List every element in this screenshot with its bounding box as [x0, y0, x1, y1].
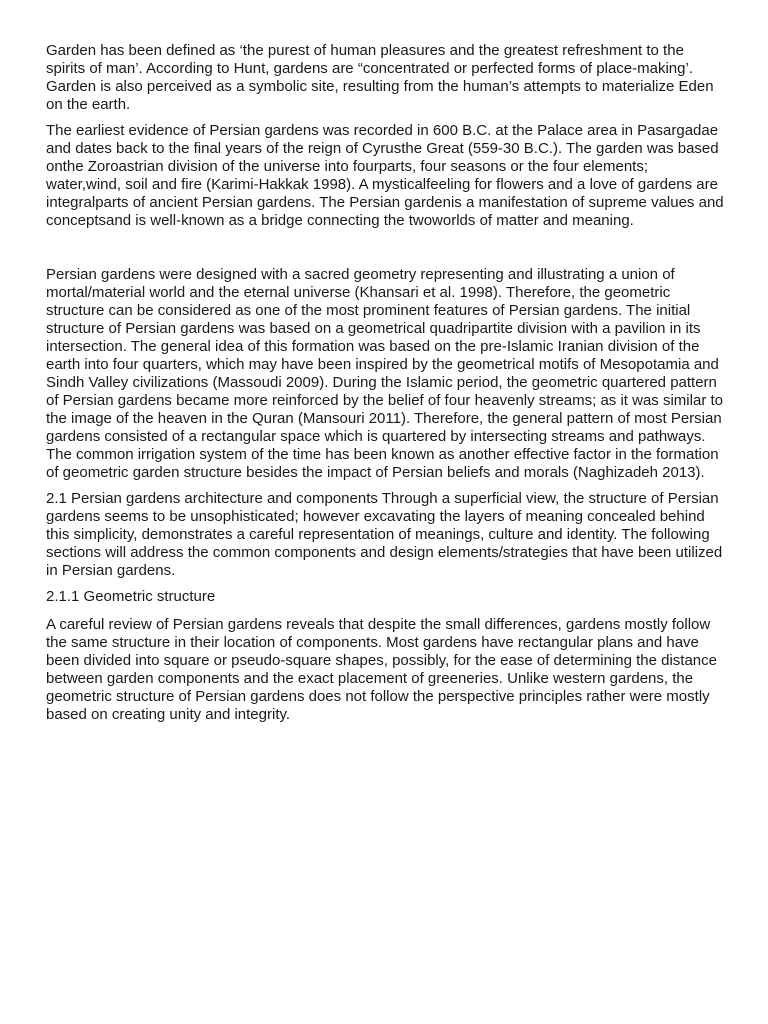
section-heading-geometric-structure: 2.1.1 Geometric structure [46, 588, 216, 605]
paragraph-garden-definition: Garden has been defined as ‘the purest of human pleasures and the greatest refreshment to the spirits of man’. According to Hunt, gardens are “concentrated or perfected forms of place-making’. Garden is also perceived as a symbolic site, resulting from the human’s attempts to materialize Eden on the earth. [46, 42, 714, 113]
paragraph-geometric-structure: A careful review of Persian gardens reveals that despite the small differences, gardens mostly follow the same structure in their location of components. Most gardens have rectangular plans and have been divided into square or pseudo-square shapes, possibly, for the ease of determining the distance between garden components and the exact placement of greeneries. Unlike western gardens, the geometric structure of Persian gardens does not follow the perspective principles rather were mostly based on creating unity and integrity. [46, 616, 717, 723]
document-body [46, 42, 724, 732]
paragraph-earliest-evidence: The earliest evidence of Persian gardens was recorded in 600 B.C. at the Palace area in Pasargadae and dates back to the final years of the reign of Cyrusthe Great (559-30 B.C.). The garden was based onthe Zoroastrian division of the universe into fourparts, four seasons or the four elements; water,wind, soil and fire (Karimi-Hakkak 1998). A mysticalfeeling for flowers and a love of gardens are integralparts of ancient Persian gardens. The Persian gardenis a manifestation of supreme values and conceptsand is well-known as a bridge connecting the twoworlds of matter and meaning. [46, 122, 724, 229]
paragraph-sacred-geometry: Persian gardens were designed with a sacred geometry representing and illustrating a union of mortal/material world and the eternal universe (Khansari et al. 1998). Therefore, the geometric structure can be considered as one of the most prominent features of Persian gardens. The initial structure of Persian gardens was based on a geometrical quadripartite division with a pavilion in its intersection. The general idea of this formation was based on the pre-Islamic Iranian division of the earth into four quarters, which may have been inspired by the geometrical motifs of Mesopotamia and Sindh Valley civilizations (Massoudi 2009). During the Islamic period, the geometric quartered pattern of Persian gardens became more reinforced by the belief of four heavenly streams; as it was similar to the image of the heaven in the Quran (Mansouri 2011). Therefore, the general pattern of most Persian gardens consisted of a rectangular space which is quartered by intersecting streams and pathways. The common irrigation system of the time has been known as another effective factor in the formation of geometric garden structure besides the impact of Persian beliefs and morals (Naghizadeh 2013). [46, 266, 723, 481]
paragraph-architecture-components: 2.1 Persian gardens architecture and components Through a superficial view, the structure of Persian gardens seems to be unsophisticated; however excavating the layers of meaning concealed behind this simplicity, demonstrates a careful representation of meanings, culture and identity. The following sections will address the common components and design elements/strategies that have been utilized in Persian gardens. [46, 490, 723, 579]
